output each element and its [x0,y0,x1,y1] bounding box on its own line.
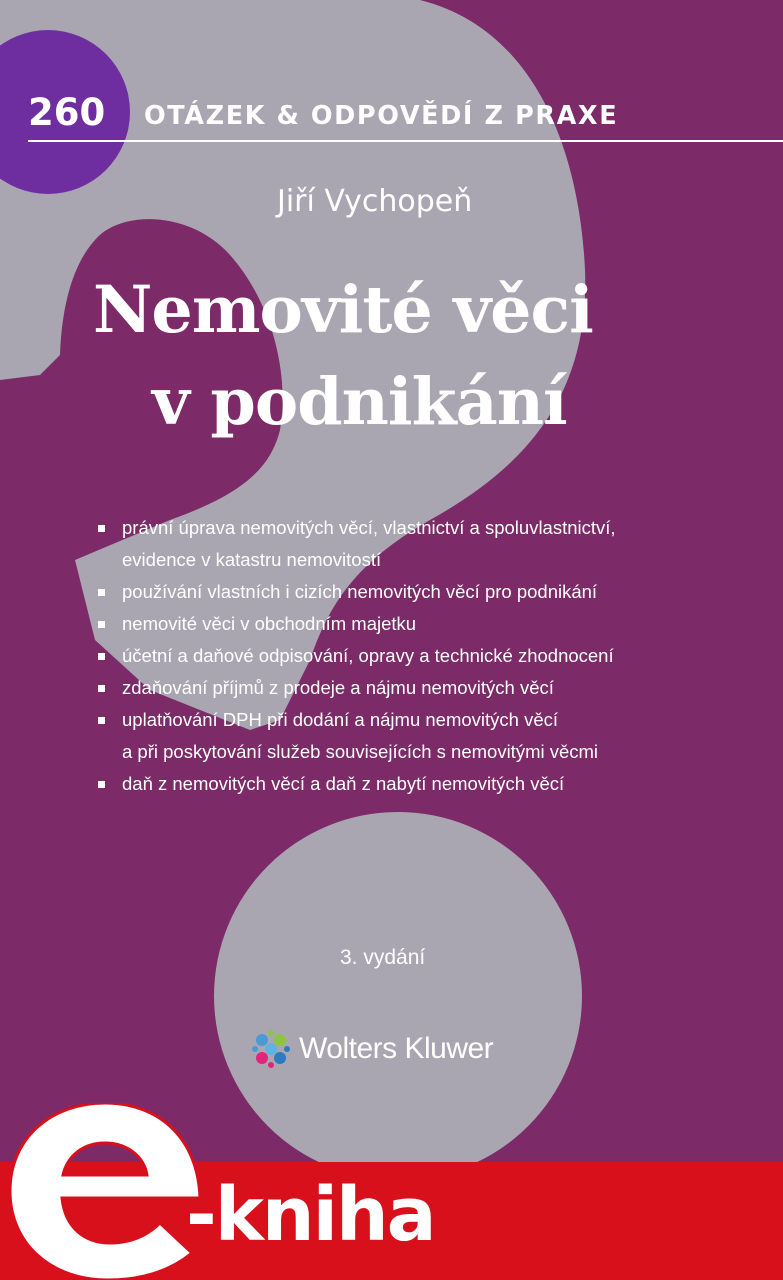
topic-text: a při poskytování služeb souvisejících s nemovitými věcmi [122,741,599,762]
series-title: OTÁZEK & ODPOVĚDÍ Z PRAXE [144,101,619,131]
publisher-logo [251,1029,493,1069]
bullet-icon [98,525,105,532]
topic-text: nemovité věci v obchodním majetku [122,613,417,634]
topic-text: daň z nemovitých věcí a daň z nabytí nemovitých věcí [122,773,565,794]
bullet-icon [98,717,105,724]
topic-item [96,704,616,736]
topic-text: účetní a daňové odpisování, opravy a technické zhodnocení [122,645,614,666]
bullet-icon [98,781,105,788]
bullet-icon [98,685,105,692]
edition-label: 3. vydání [340,946,426,969]
topic-item [96,576,616,608]
topics-list [96,512,616,800]
bullet-icon [98,621,105,628]
publisher-name: Wolters Kluwer [299,1032,494,1065]
bullet-icon [98,653,105,660]
e-letter-icon [10,1103,200,1280]
series-number: 260 [28,91,106,134]
topic-text: evidence v katastru nemovitostí [122,549,382,570]
topic-item [96,768,616,800]
bullet-icon [98,589,105,596]
topic-item [96,736,616,768]
topic-text: používání vlastních i cizích nemovitých věcí pro podnikání [122,581,598,602]
topic-item [96,544,616,576]
topic-text: uplatňování DPH při dodání a nájmu nemovitých věcí [122,709,559,730]
book-title-line-2: v podnikání [152,364,567,440]
ebook-label: -kniha [186,1172,435,1258]
topic-item [96,512,616,544]
topic-item [96,608,616,640]
book-title-line-1: Nemovité věci [93,272,593,348]
topic-text: právní úprava nemovitých věcí, vlastnictví a spoluvlastnictví, [122,517,616,538]
topic-item [96,672,616,704]
wolters-kluwer-logo-icon [251,1029,291,1069]
topic-text: zdaňování příjmů z prodeje a nájmu nemovitých věcí [122,677,554,698]
topic-item [96,640,616,672]
author-name: Jiří Vychopeň [277,184,473,219]
header-divider [28,140,783,142]
